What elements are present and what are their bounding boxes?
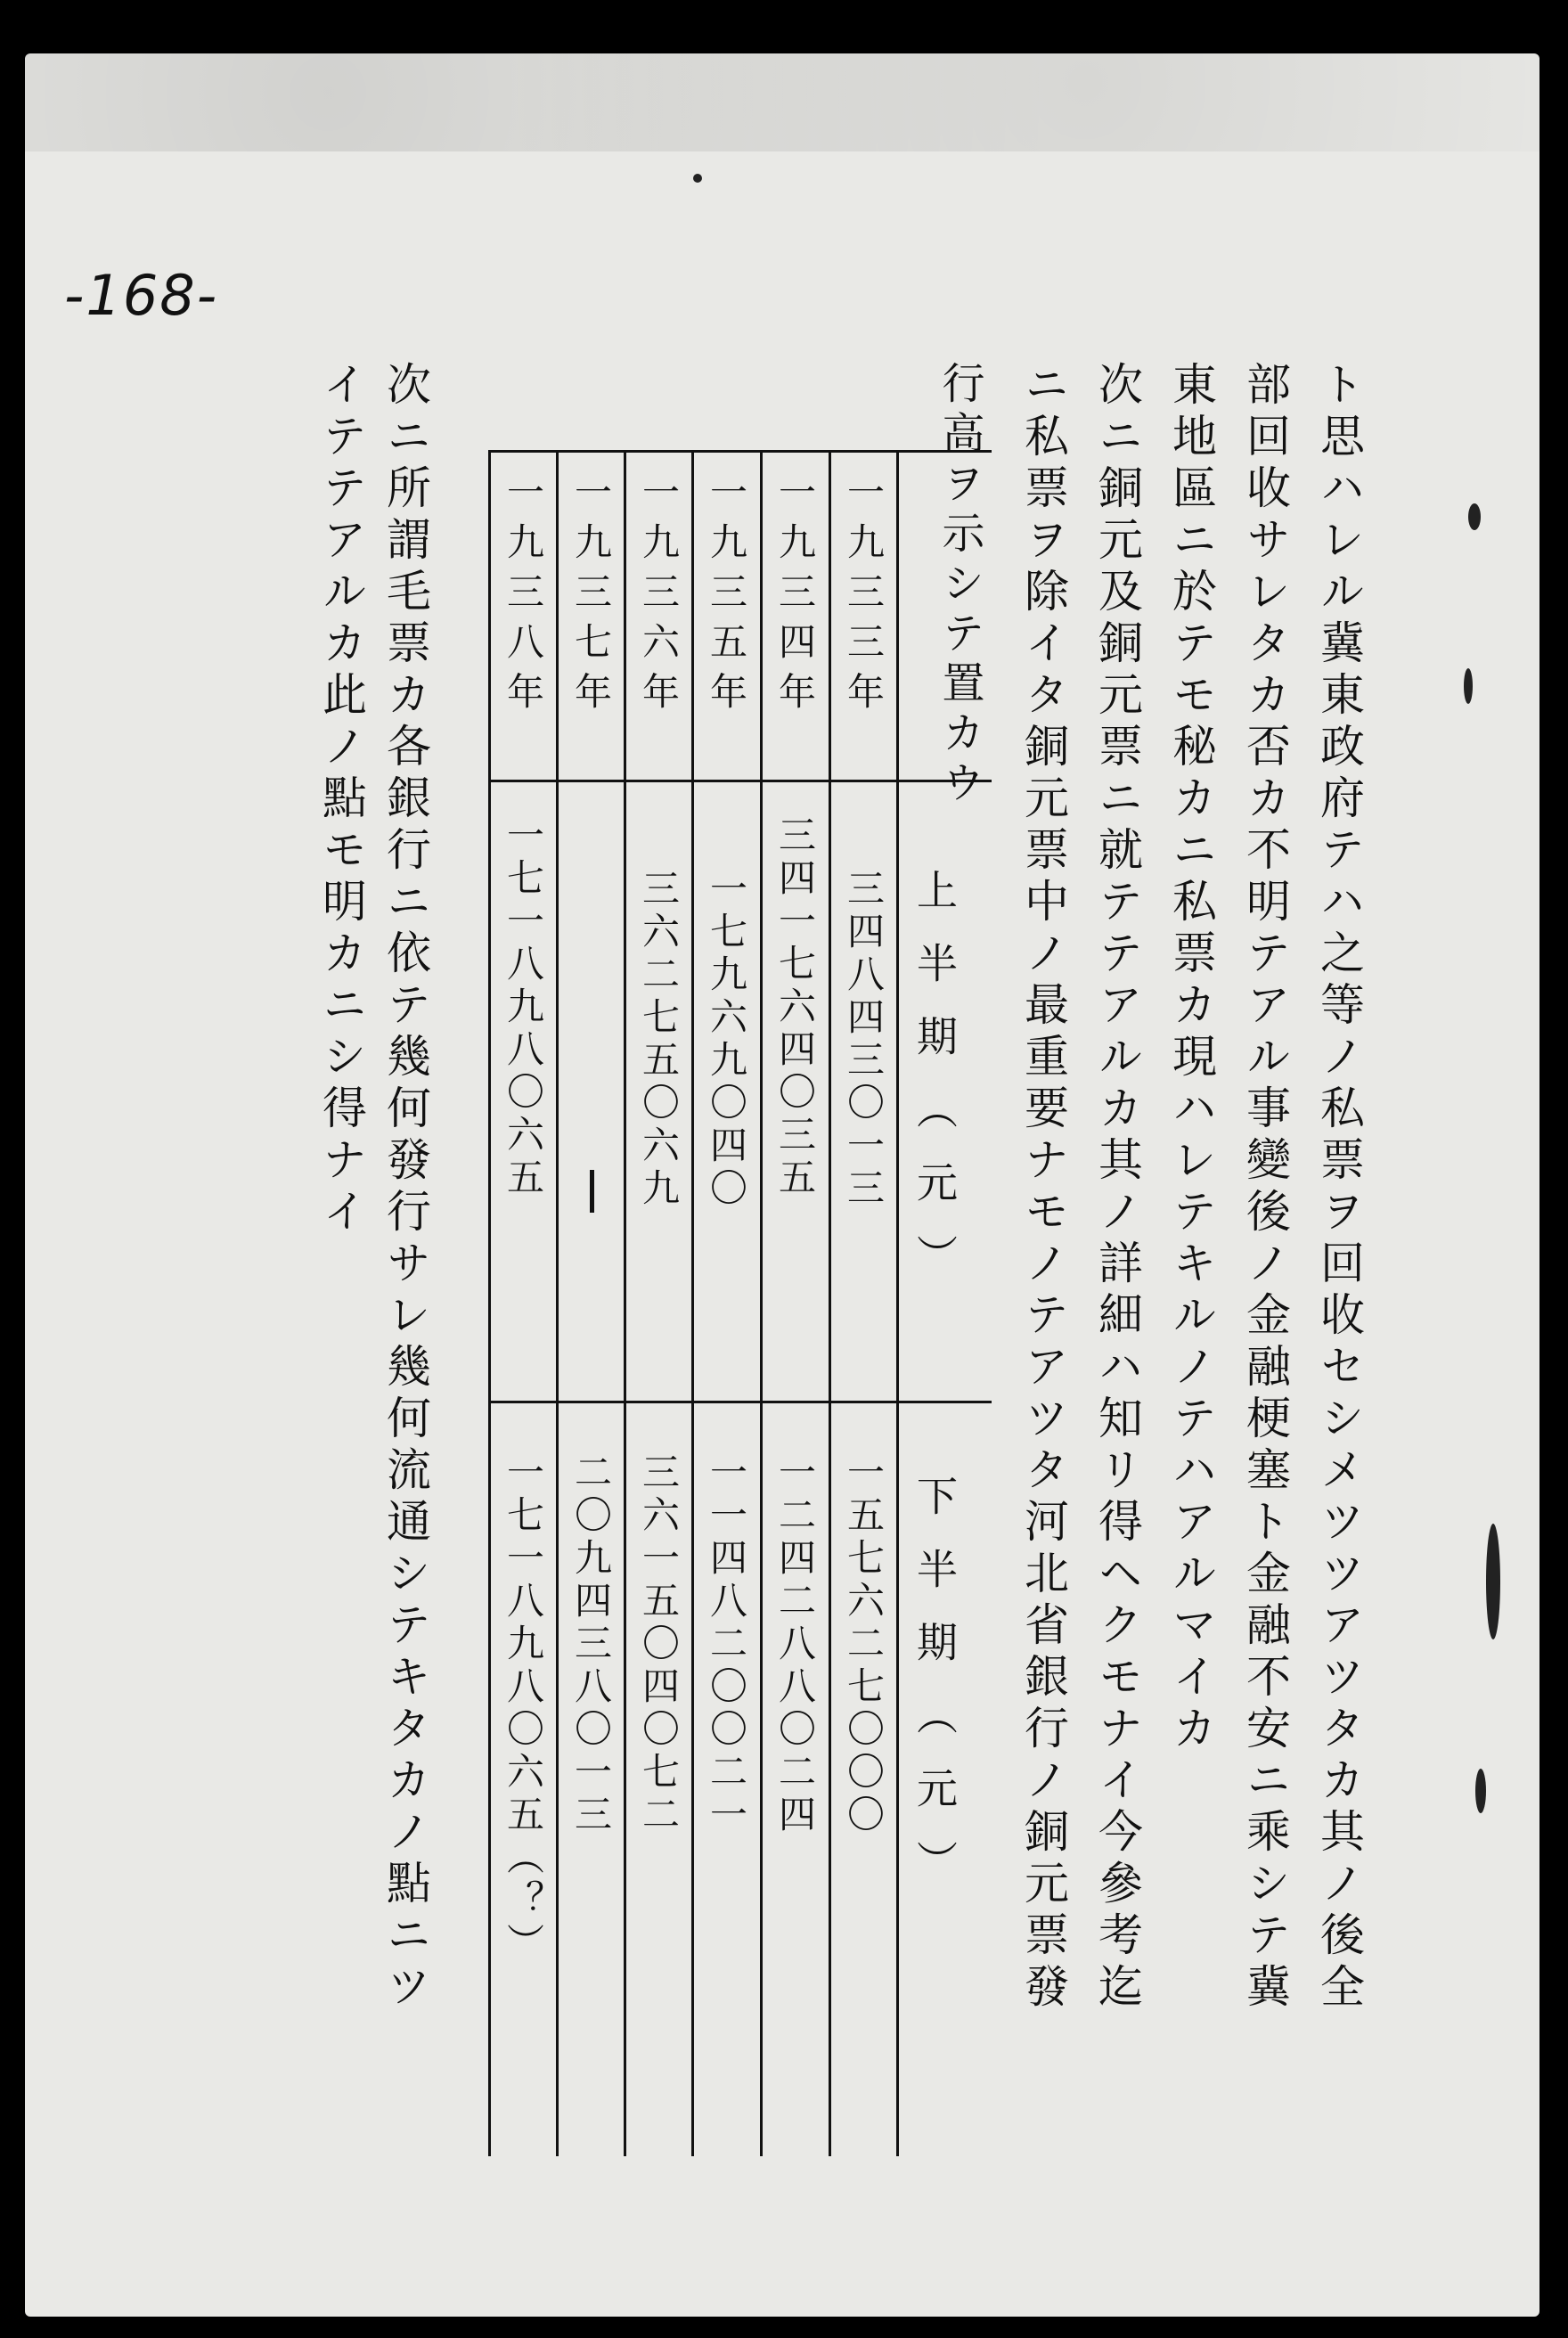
- scan-speck: [1475, 1769, 1486, 1813]
- table-cell-second-half: 一五七六二七〇〇〇: [842, 1452, 886, 1837]
- header-second-half: 下半期（元）: [911, 1475, 959, 1913]
- table-row-year: 一九三三年: [842, 472, 886, 722]
- table-cell-second-half: 一七一八九八〇六五（？）: [502, 1452, 545, 1966]
- table-cell-first-half: 一七一八九八〇六五: [502, 815, 545, 1200]
- table-cell-second-half: 三六一五〇四〇七二: [637, 1452, 681, 1837]
- table-row-year: 一九三七年: [569, 472, 613, 722]
- table-cell-second-half: 二〇九四三八〇一三: [569, 1452, 613, 1837]
- table-cell-first-half: 三四一七六四〇三五: [773, 815, 817, 1200]
- page-number: -168-: [64, 263, 219, 328]
- table-cell-second-half: 一二四二八八〇二四: [773, 1452, 817, 1837]
- text-column: 東地區ニ於テモ秘カニ私票カ現ハレテキルノテハアルマイカ: [1165, 361, 1217, 1756]
- scan-speck: [1468, 503, 1481, 530]
- table-cell-second-half: 一一四八二〇〇二一: [705, 1452, 748, 1837]
- table-cell-first-half: 一七九六九〇四〇: [705, 869, 748, 1211]
- text-column: 次ニ所謂毛票カ各銀行ニ依テ幾何發行サレ幾何流通シテキタカノ點ニツ: [380, 361, 431, 2015]
- table-cell-first-half: 三六二七五〇六九: [637, 869, 681, 1211]
- text-column: ト思ハレル冀東政府テハ之等ノ私票ヲ回收セシメツツアツタカ其ノ後全: [1313, 361, 1365, 2015]
- table-row-year: 一九三六年: [637, 472, 681, 722]
- table-row-year: 一九三五年: [705, 472, 748, 722]
- text-column: 部回收サレタカ否カ不明テアル事變後ノ金融梗塞ト金融不安ニ乘シテ冀: [1239, 361, 1291, 2015]
- text-column: イテテアルカ此ノ點モ明カニシ得ナイ: [315, 361, 367, 1239]
- scan-speck: [693, 174, 702, 183]
- text-column: 次ニ銅元及銅元票ニ就テテアルカ其ノ詳細ハ知リ得ヘクモナイ今參考迄: [1091, 361, 1143, 2015]
- text-column: 行高ヲ示シテ置カウ: [935, 361, 984, 810]
- text-column: ニ私票ヲ除イタ銅元票中ノ最重要ナモノテアツタ河北省銀行ノ銅元票發: [1017, 361, 1069, 2015]
- paper-grain: [25, 53, 1539, 151]
- document-page: [25, 53, 1539, 2317]
- table-row-year: 一九三四年: [773, 472, 817, 722]
- scan-speck: [1486, 1524, 1500, 1639]
- empty-cell-dash: [590, 1170, 594, 1213]
- scan-speck: [1464, 668, 1473, 704]
- table-cell-first-half: 三四八四三〇一三: [842, 869, 886, 1211]
- table-row-year: 一九三八年: [502, 472, 545, 722]
- header-first-half: 上半期（元）: [911, 869, 959, 1307]
- issuance-table: [488, 361, 992, 2156]
